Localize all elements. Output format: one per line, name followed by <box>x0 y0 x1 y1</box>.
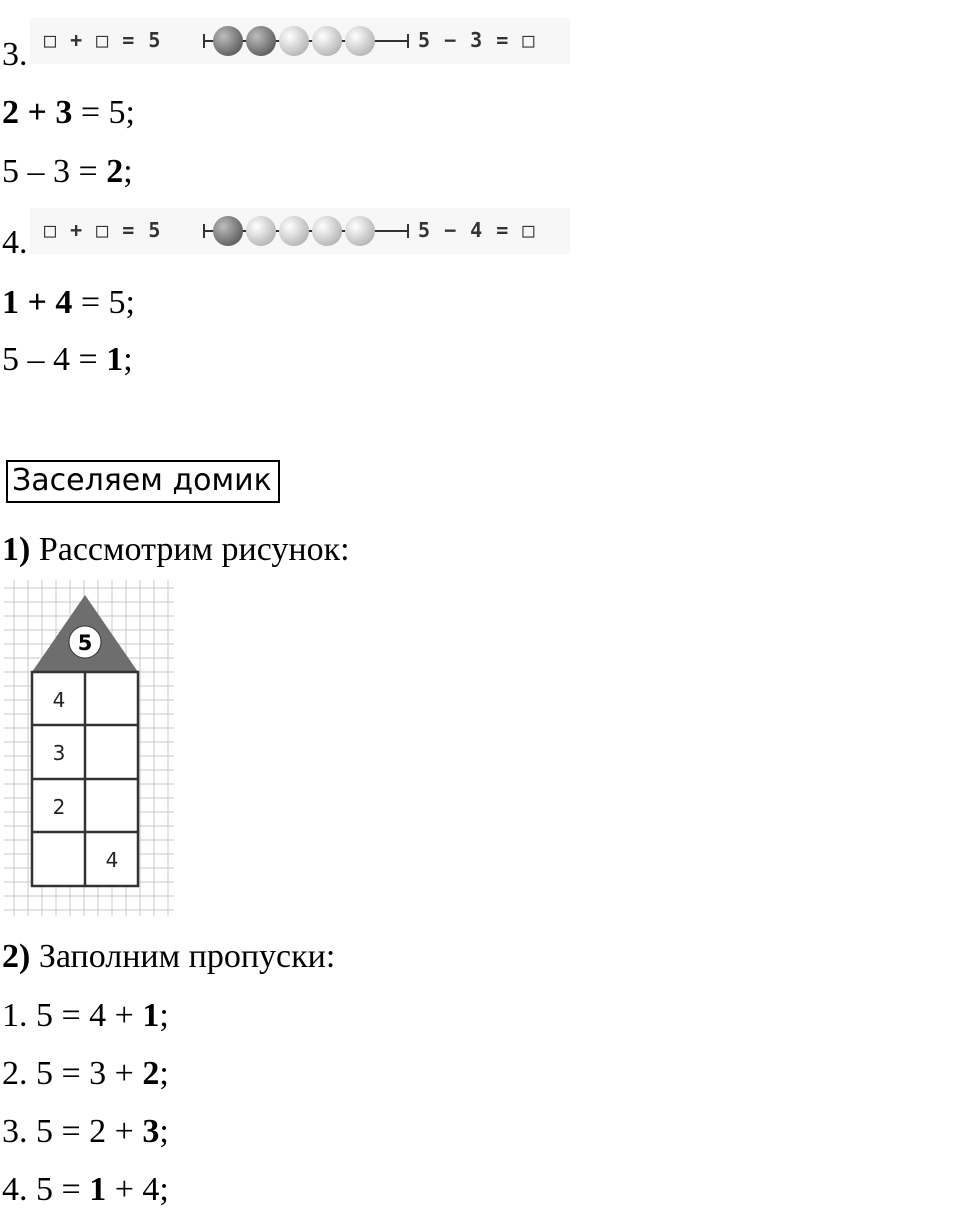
bold-term: 3 <box>55 94 73 131</box>
answer-line <box>2 999 169 1033</box>
bold-term: 2 <box>142 1055 160 1092</box>
step-line <box>2 533 350 567</box>
text: 5 – 3 = <box>2 153 107 190</box>
answer-line <box>2 343 133 377</box>
step-text: Заполним пропуски: <box>30 938 336 975</box>
house-cell: 2 <box>52 795 66 819</box>
house-cell: 3 <box>52 741 66 765</box>
text: 1. 5 = 4 + <box>2 997 143 1034</box>
step-text: Рассмотрим рисунок: <box>30 531 350 568</box>
text: ; <box>159 997 169 1034</box>
exercise-number: 3. <box>2 36 28 73</box>
abacus-strip <box>30 208 570 254</box>
strip-equation-left: □ + □ = 5 <box>44 218 162 242</box>
answer-line <box>2 1173 169 1207</box>
bold-term: 1 <box>106 341 124 378</box>
bold-term: 1 <box>89 1171 107 1208</box>
section-title: Заселяем домик <box>6 460 280 503</box>
house-cell: 4 <box>105 848 119 872</box>
text: ; <box>159 1113 169 1150</box>
abacus-strip <box>30 18 570 64</box>
text: 3. 5 = 2 + <box>2 1113 143 1150</box>
bold-term: 1 <box>2 284 19 321</box>
bold-op: + <box>19 284 56 321</box>
answer-line <box>2 286 135 320</box>
answer-line <box>2 1057 169 1091</box>
bead-abacus-icon <box>202 23 412 59</box>
bold-term: 1 <box>142 997 160 1034</box>
bold-term: 3 <box>142 1113 160 1150</box>
strip-equation-right: 5 − 4 = □ <box>418 218 536 242</box>
text: + 4; <box>106 1171 169 1208</box>
exercise-number: 4. <box>2 224 28 261</box>
text: = 5; <box>72 94 135 131</box>
step-line <box>2 940 335 974</box>
text: 2. 5 = 3 + <box>2 1055 143 1092</box>
answer-line <box>2 96 135 130</box>
strip-equation-right: 5 − 3 = □ <box>418 28 536 52</box>
bold-term: 2 <box>2 94 19 131</box>
text: 5 – 4 = <box>2 341 107 378</box>
house-cell: 4 <box>52 688 66 712</box>
bold-term: 4 <box>55 284 73 321</box>
step-number: 1) <box>2 531 31 568</box>
step-number: 2) <box>2 938 31 975</box>
bead-abacus-icon <box>202 213 412 249</box>
text: ; <box>123 341 133 378</box>
answer-line <box>2 1115 169 1149</box>
bold-op: + <box>19 94 56 131</box>
text: ; <box>159 1055 169 1092</box>
number-house-diagram <box>4 580 174 916</box>
answer-line <box>2 155 133 189</box>
text: 4. 5 = <box>2 1171 90 1208</box>
text: ; <box>123 153 133 190</box>
text: = 5; <box>72 284 135 321</box>
strip-equation-left: □ + □ = 5 <box>44 28 162 52</box>
bold-term: 2 <box>106 153 124 190</box>
roof-number: 5 <box>77 631 93 655</box>
